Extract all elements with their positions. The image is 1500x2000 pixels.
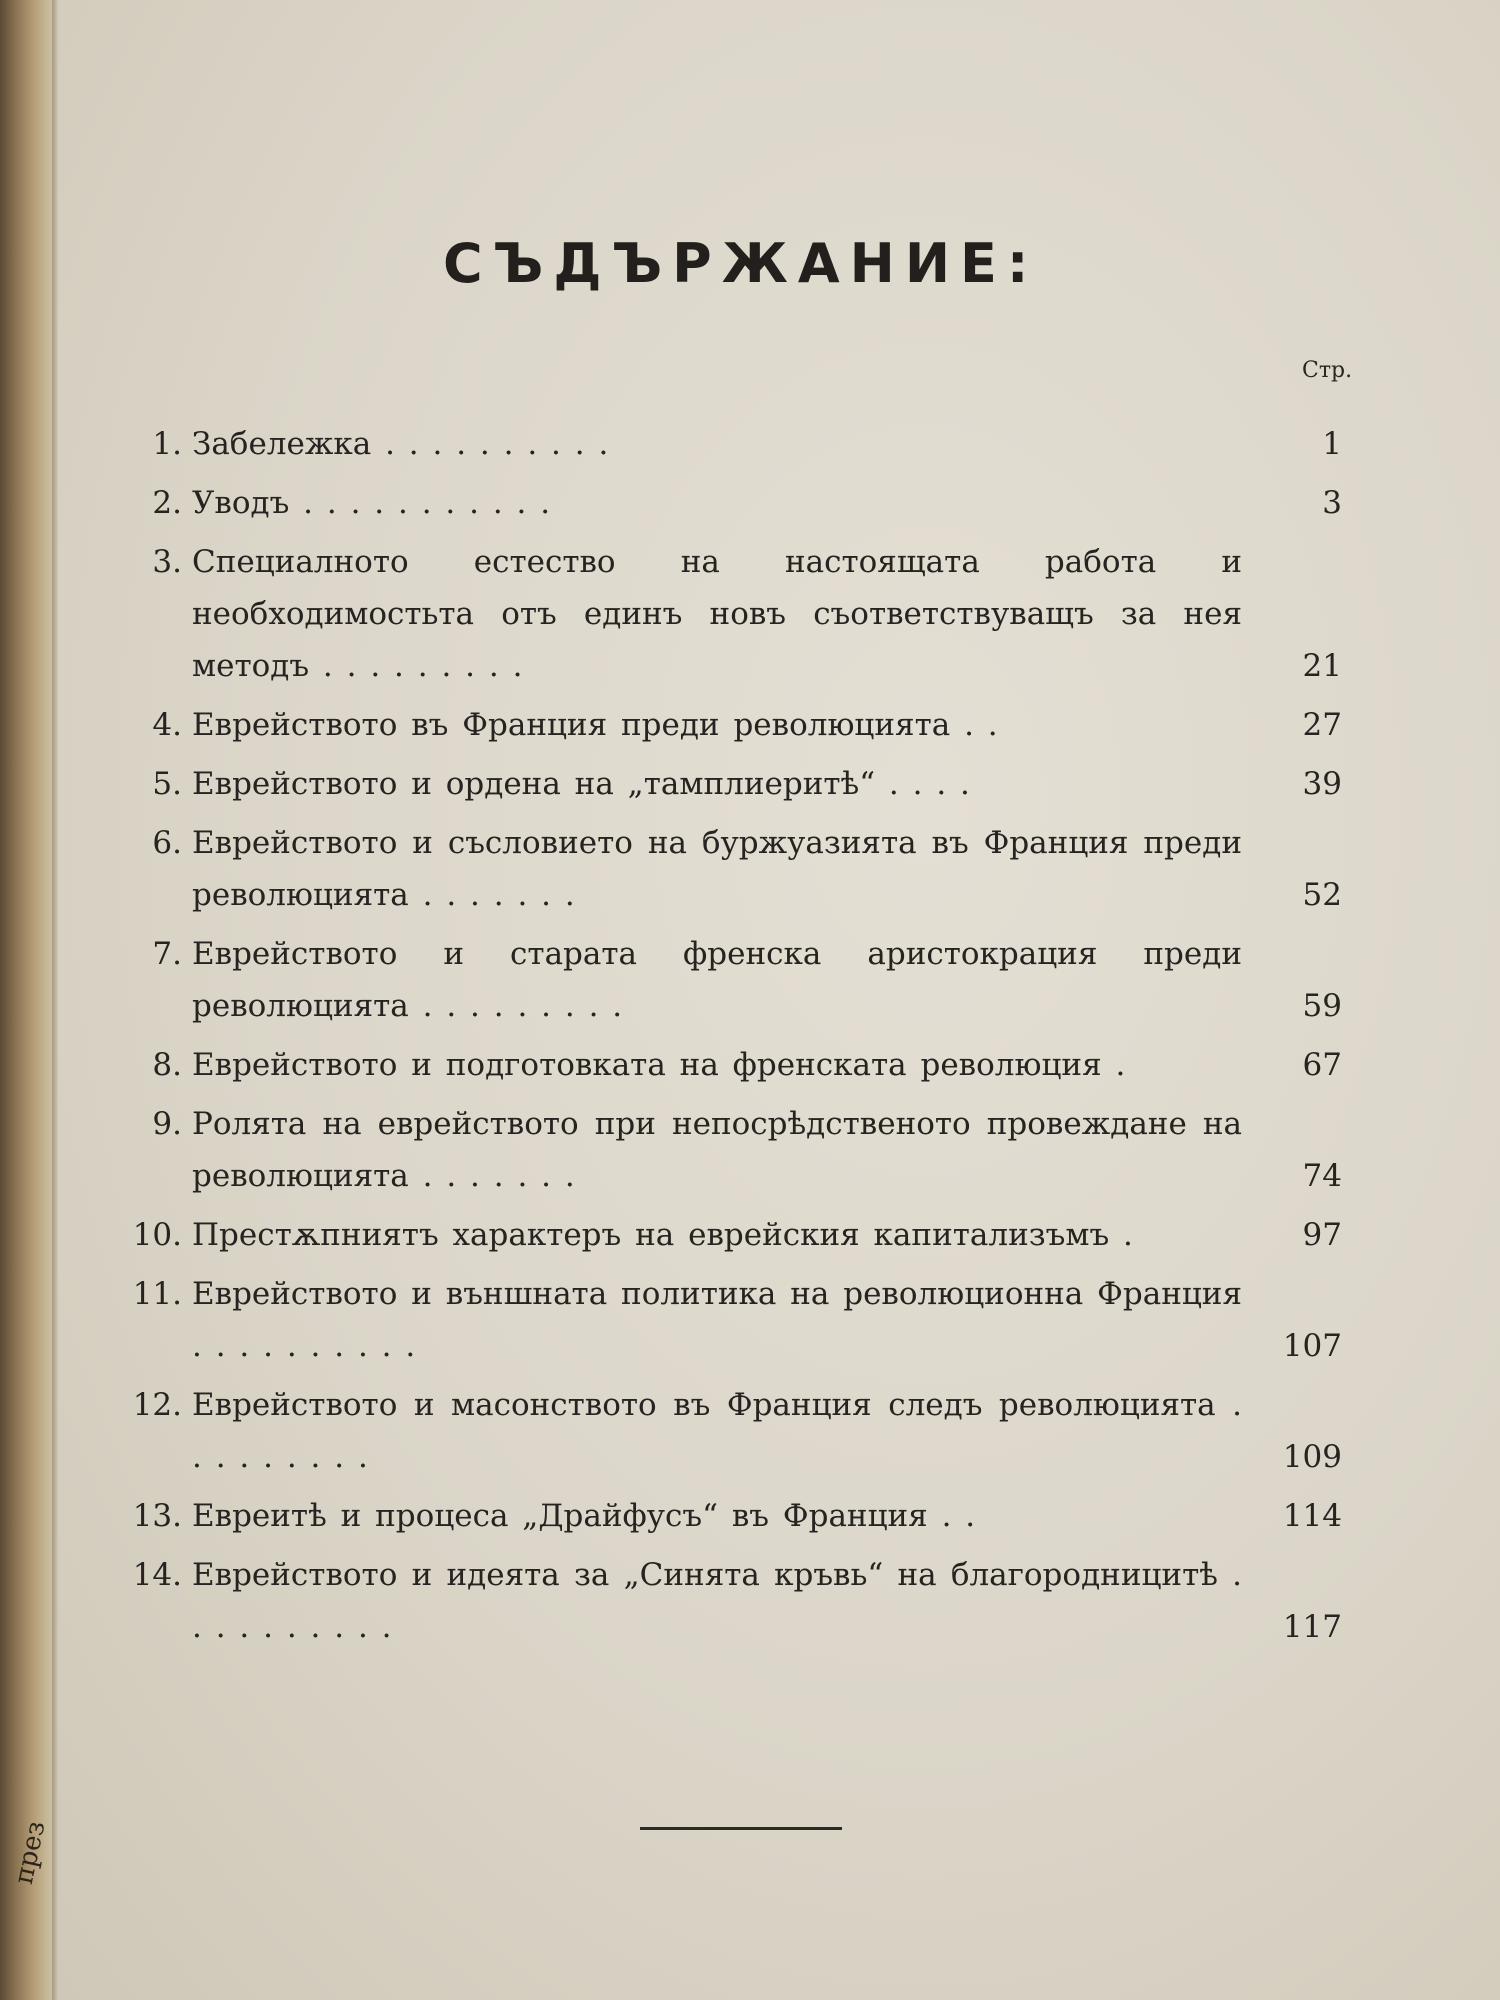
toc-entry-body	[192, 817, 1438, 921]
book-page-edge	[0, 0, 58, 2000]
toc-entry	[118, 1209, 1438, 1261]
toc-entry	[118, 1098, 1438, 1202]
toc-entry-title: Забележка . . . . . . . . . .	[192, 426, 609, 462]
toc-entry-body	[192, 418, 1438, 470]
toc-entry-number: 10.	[132, 1217, 182, 1253]
page-title: СЪДЪРЖАНИЕ:	[443, 232, 1039, 295]
toc-entry	[118, 1268, 1438, 1372]
toc-entry	[118, 1549, 1438, 1653]
toc-entry-number: 5.	[152, 766, 182, 802]
toc-entry-page: 21	[1302, 648, 1342, 684]
toc-entry	[118, 536, 1438, 692]
toc-entry-title: Еврейството и старата френска аристокрация преди революцията . . . . . . . . .	[192, 936, 1242, 1024]
toc-entry-body	[192, 1098, 1438, 1202]
toc-entry-title: Специалното естество на настоящата работа и необходимостьта отъ единъ новъ съответствуващъ за нея методъ . . . . . . . . .	[192, 544, 1242, 684]
toc-entry-body	[192, 1379, 1438, 1483]
toc-entry-title: Ролята на еврейството при непосрѣдственото провеждане на революцията . . . . . . .	[192, 1106, 1242, 1194]
toc-entry-title: Еврейството и подготовката на френската революция .	[192, 1047, 1126, 1083]
toc-entry-page: 27	[1302, 707, 1342, 743]
toc-entry-number: 14.	[132, 1557, 182, 1593]
toc-entry-title: Еврейството и външната политика на революционна Франция . . . . . . . . . .	[192, 1276, 1243, 1364]
toc-entry-number: 4.	[152, 707, 182, 743]
adjacent-page-text-fragment: през	[8, 1818, 52, 1887]
toc-entry-number: 12.	[132, 1387, 182, 1423]
toc-entry	[118, 758, 1438, 810]
toc-entry-title: Еврейството и масонството въ Франция следъ революцията . . . . . . . . .	[192, 1387, 1242, 1475]
toc-entry-number: 8.	[152, 1047, 182, 1083]
table-of-contents	[118, 418, 1438, 1660]
toc-entry-page: 3	[1322, 485, 1342, 521]
toc-entry-page: 107	[1282, 1328, 1342, 1364]
toc-entry-title: Еврейството и идеята за „Синята кръвь“ на благородницитѣ . . . . . . . . . .	[192, 1557, 1242, 1645]
toc-entry-number: 1.	[152, 426, 182, 462]
toc-entry-title: Евреитѣ и процеса „Драйфусъ“ въ Франция . .	[192, 1498, 976, 1534]
closing-divider-line	[640, 1827, 842, 1830]
toc-entry	[118, 418, 1438, 470]
toc-entry-page: 74	[1302, 1158, 1342, 1194]
toc-entry-title: Престѫпниятъ характеръ на еврейския капитализъмъ .	[192, 1217, 1133, 1253]
toc-entry	[118, 1039, 1438, 1091]
toc-entry-body	[192, 1039, 1438, 1091]
toc-entry-number: 11.	[132, 1276, 182, 1312]
toc-entry-title: Уводъ . . . . . . . . . . .	[192, 485, 551, 521]
toc-entry-page: 1	[1322, 426, 1342, 462]
toc-entry-body	[192, 699, 1438, 751]
toc-entry-body	[192, 1268, 1438, 1372]
book-page	[58, 0, 1500, 2000]
page-column-label: Стр.	[1302, 358, 1353, 383]
toc-entry-number: 6.	[152, 825, 182, 861]
toc-entry-title: Еврейството и съсловието на буржуазията въ Франция преди революцията . . . . . . .	[192, 825, 1242, 913]
toc-entry-number: 3.	[152, 544, 182, 580]
toc-entry-number: 2.	[152, 485, 182, 521]
toc-entry-page: 59	[1302, 988, 1342, 1024]
toc-entry-page: 67	[1302, 1047, 1342, 1083]
toc-entry-page: 109	[1282, 1439, 1342, 1475]
toc-entry-body	[192, 758, 1438, 810]
toc-entry	[118, 699, 1438, 751]
toc-entry	[118, 817, 1438, 921]
toc-entry-number: 7.	[152, 936, 182, 972]
toc-entry-page: 52	[1302, 877, 1342, 913]
toc-entry-page: 97	[1302, 1217, 1342, 1253]
toc-entry-body	[192, 536, 1438, 692]
toc-entry-page: 117	[1282, 1609, 1342, 1645]
toc-entry	[118, 477, 1438, 529]
toc-entry	[118, 1379, 1438, 1483]
toc-entry-body	[192, 928, 1438, 1032]
toc-entry	[118, 1490, 1438, 1542]
toc-entry-body	[192, 477, 1438, 529]
toc-entry-number: 13.	[132, 1498, 182, 1534]
toc-entry-body	[192, 1490, 1438, 1542]
toc-entry-title: Еврейството въ Франция преди революцията . .	[192, 707, 998, 743]
toc-entry-body	[192, 1549, 1438, 1653]
toc-entry-page: 114	[1282, 1498, 1342, 1534]
toc-entry-body	[192, 1209, 1438, 1261]
toc-entry-page: 39	[1302, 766, 1342, 802]
toc-entry-number: 9.	[152, 1106, 182, 1142]
toc-entry	[118, 928, 1438, 1032]
toc-entry-title: Еврейството и ордена на „тамплиеритѣ“ . . . .	[192, 766, 970, 802]
